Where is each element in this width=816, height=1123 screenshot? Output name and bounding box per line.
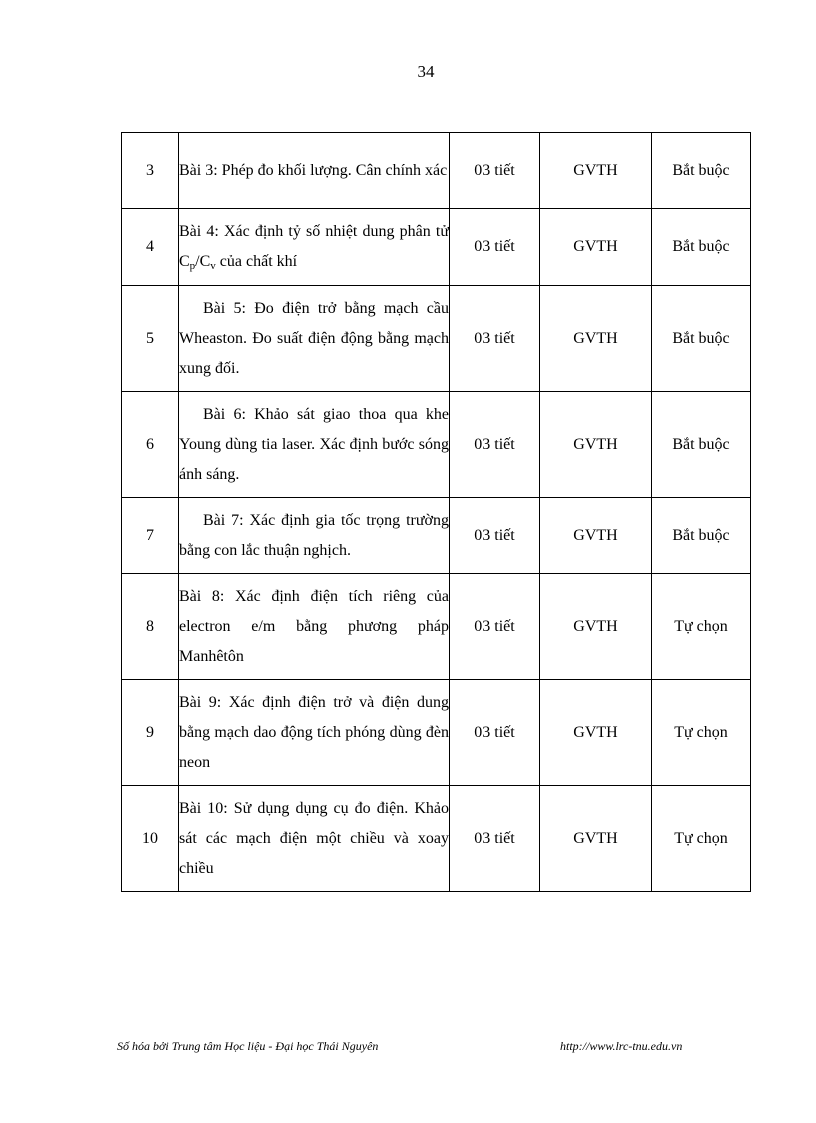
lesson-duration: 03 tiết bbox=[450, 392, 540, 498]
lesson-duration: 03 tiết bbox=[450, 574, 540, 680]
lesson-duration: 03 tiết bbox=[450, 786, 540, 892]
lesson-type: Tự chọn bbox=[652, 680, 751, 786]
lesson-instructor: GVTH bbox=[540, 286, 652, 392]
lesson-title: Bài 4: Xác định tỷ số nhiệt dung phân tử $C_p/C_v$ của chất khí bbox=[179, 209, 450, 286]
table-row bbox=[122, 574, 751, 680]
lesson-type: Bắt buộc bbox=[652, 286, 751, 392]
lesson-type: Tự chọn bbox=[652, 786, 751, 892]
lesson-instructor: GVTH bbox=[540, 392, 652, 498]
page-number: 34 bbox=[417, 62, 435, 81]
row-number: 7 bbox=[122, 498, 179, 574]
table-row bbox=[122, 498, 751, 574]
lesson-title: Bài 5: Đo điện trở bằng mạch cầu Wheaston. Đo suất điện động bằng mạch xung đối. bbox=[179, 286, 450, 392]
table-row bbox=[122, 133, 751, 209]
lesson-title: Bài 10: Sử dụng dụng cụ đo điện. Khảo sát các mạch điện một chiều và xoay chiều bbox=[179, 786, 450, 892]
lesson-instructor: GVTH bbox=[540, 786, 652, 892]
table-row bbox=[122, 680, 751, 786]
lesson-duration: 03 tiết bbox=[450, 680, 540, 786]
lesson-instructor: GVTH bbox=[540, 133, 652, 209]
lesson-title: Bài 7: Xác định gia tốc trọng trường bằng con lắc thuận nghịch. bbox=[179, 498, 450, 574]
row-number: 10 bbox=[122, 786, 179, 892]
row-number: 5 bbox=[122, 286, 179, 392]
row-number: 9 bbox=[122, 680, 179, 786]
lesson-type: Tự chọn bbox=[652, 574, 751, 680]
footer-source: Số hóa bởi Trung tâm Học liệu - Đại học Thái Nguyên bbox=[117, 1039, 379, 1053]
course-table bbox=[121, 132, 751, 892]
table-row bbox=[122, 786, 751, 892]
lesson-type: Bắt buộc bbox=[652, 209, 751, 286]
row-number: 8 bbox=[122, 574, 179, 680]
table-row bbox=[122, 392, 751, 498]
lesson-duration: 03 tiết bbox=[450, 286, 540, 392]
row-number: 3 bbox=[122, 133, 179, 209]
lesson-duration: 03 tiết bbox=[450, 133, 540, 209]
lesson-title: Bài 9: Xác định điện trở và điện dung bằng mạch dao động tích phóng dùng đèn neon bbox=[179, 680, 450, 786]
lesson-instructor: GVTH bbox=[540, 574, 652, 680]
table-row bbox=[122, 209, 751, 286]
lesson-title: Bài 6: Khảo sát giao thoa qua khe Young dùng tia laser. Xác định bước sóng ánh sáng. bbox=[179, 392, 450, 498]
lesson-title: Bài 3: Phép đo khối lượng. Cân chính xác bbox=[179, 133, 450, 209]
lesson-duration: 03 tiết bbox=[450, 498, 540, 574]
lesson-type: Bắt buộc bbox=[652, 392, 751, 498]
lesson-instructor: GVTH bbox=[540, 680, 652, 786]
lesson-title: Bài 8: Xác định điện tích riêng của electron e/m bằng phương pháp Manhêtôn bbox=[179, 574, 450, 680]
row-number: 6 bbox=[122, 392, 179, 498]
lesson-instructor: GVTH bbox=[540, 209, 652, 286]
lesson-type: Bắt buộc bbox=[652, 133, 751, 209]
lesson-duration: 03 tiết bbox=[450, 209, 540, 286]
row-number: 4 bbox=[122, 209, 179, 286]
lesson-instructor: GVTH bbox=[540, 498, 652, 574]
lesson-type: Bắt buộc bbox=[652, 498, 751, 574]
table-row bbox=[122, 286, 751, 392]
footer-url[interactable]: http://www.lrc-tnu.edu.vn bbox=[560, 1039, 683, 1053]
